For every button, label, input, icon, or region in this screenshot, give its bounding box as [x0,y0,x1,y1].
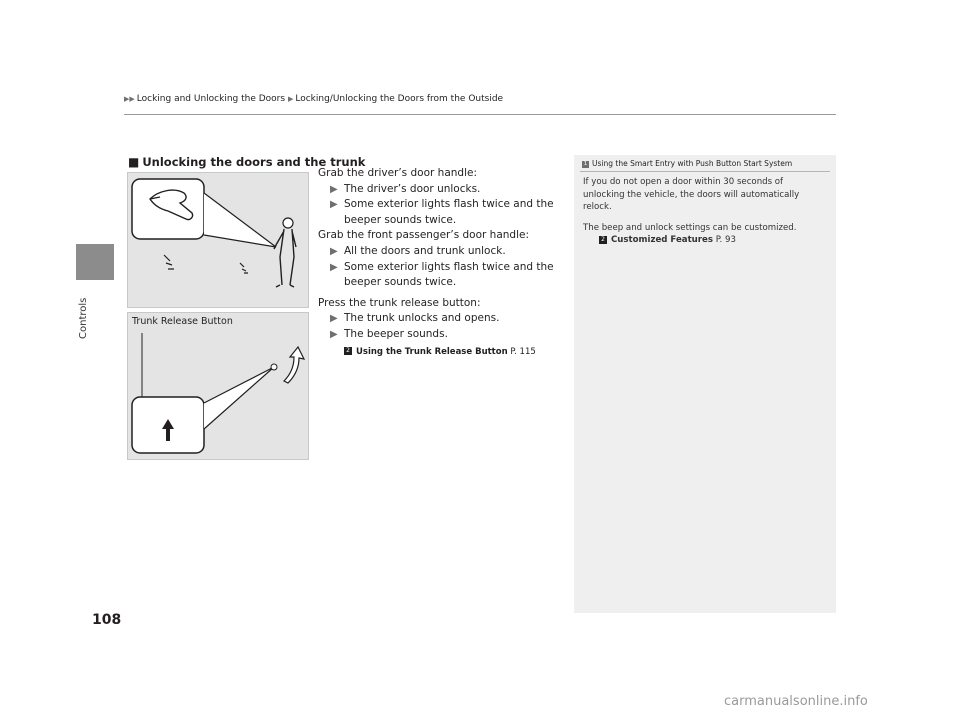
trunk-release-illustration [127,312,309,460]
breadcrumb-item-1[interactable]: Locking and Unlocking the Doors [136,94,286,104]
note-cross-reference-link[interactable]: 2 Customized Features P. 93 [583,234,823,247]
result-arrow-icon: ▶ [330,328,338,340]
reference-icon: 2 [344,347,352,355]
breadcrumb-arrow-icon: ▶ [287,95,294,103]
note-paragraph: If you do not open a door within 30 seconds of unlocking the vehicle, the doors will automatically relock. [583,177,800,213]
result-arrow-icon: ▶ [330,245,338,257]
header-divider [124,114,836,115]
note-divider [580,171,830,172]
trunk-release-drawing [128,313,308,459]
result-arrow-icon: ▶ [330,183,338,195]
reference-icon: 2 [599,236,607,244]
note-body [583,176,823,247]
result-item: ▶ Some exterior lights flash twice and the beeper sounds twice. [330,260,554,289]
cross-reference-link[interactable]: 2 Using the Trunk Release Button P. 115 [318,345,568,361]
result-arrow-icon: ▶ [330,199,338,211]
section-heading-text: Unlocking the doors and the trunk [142,155,366,169]
trunk-release-label: Trunk Release Button [132,316,233,327]
note-paragraph: The beep and unlock settings can be customized. [583,222,797,233]
result-item: ▶ The driver’s door unlocks. [318,182,568,198]
result-arrow-icon: ▶ [330,261,338,273]
step-text: Grab the front passenger’s door handle: [318,229,530,242]
page-number: 108 [92,612,122,628]
step-text: Press the trunk release button: [318,296,481,309]
step-text: Grab the driver’s door handle: [318,167,477,179]
result-item: ▶ The trunk unlocks and opens. [318,311,568,327]
square-bullet-icon: ■ [128,155,140,169]
breadcrumb [124,94,503,104]
note-title: 1 Using the Smart Entry with Push Button Start System [583,159,793,168]
result-item: ▶ The beeper sounds. [318,327,568,343]
result-arrow-icon: ▶ [330,313,338,325]
door-handle-illustration [127,172,309,308]
watermark: carmanualsonline.info [724,694,868,709]
note-box [574,155,836,613]
section-tab [76,244,114,280]
breadcrumb-arrow-icon: ▶▶ [124,95,135,103]
result-item: ▶ All the doors and trunk unlock. [318,244,568,260]
door-handle-drawing [128,173,308,307]
section-label: Controls [78,298,89,340]
note-index-icon: 1 [583,160,588,167]
instructions [318,166,568,360]
breadcrumb-item-2[interactable]: Locking/Unlocking the Doors from the Outside [295,94,504,104]
result-item: ▶ Some exterior lights flash twice and the beeper sounds twice. [330,198,554,226]
